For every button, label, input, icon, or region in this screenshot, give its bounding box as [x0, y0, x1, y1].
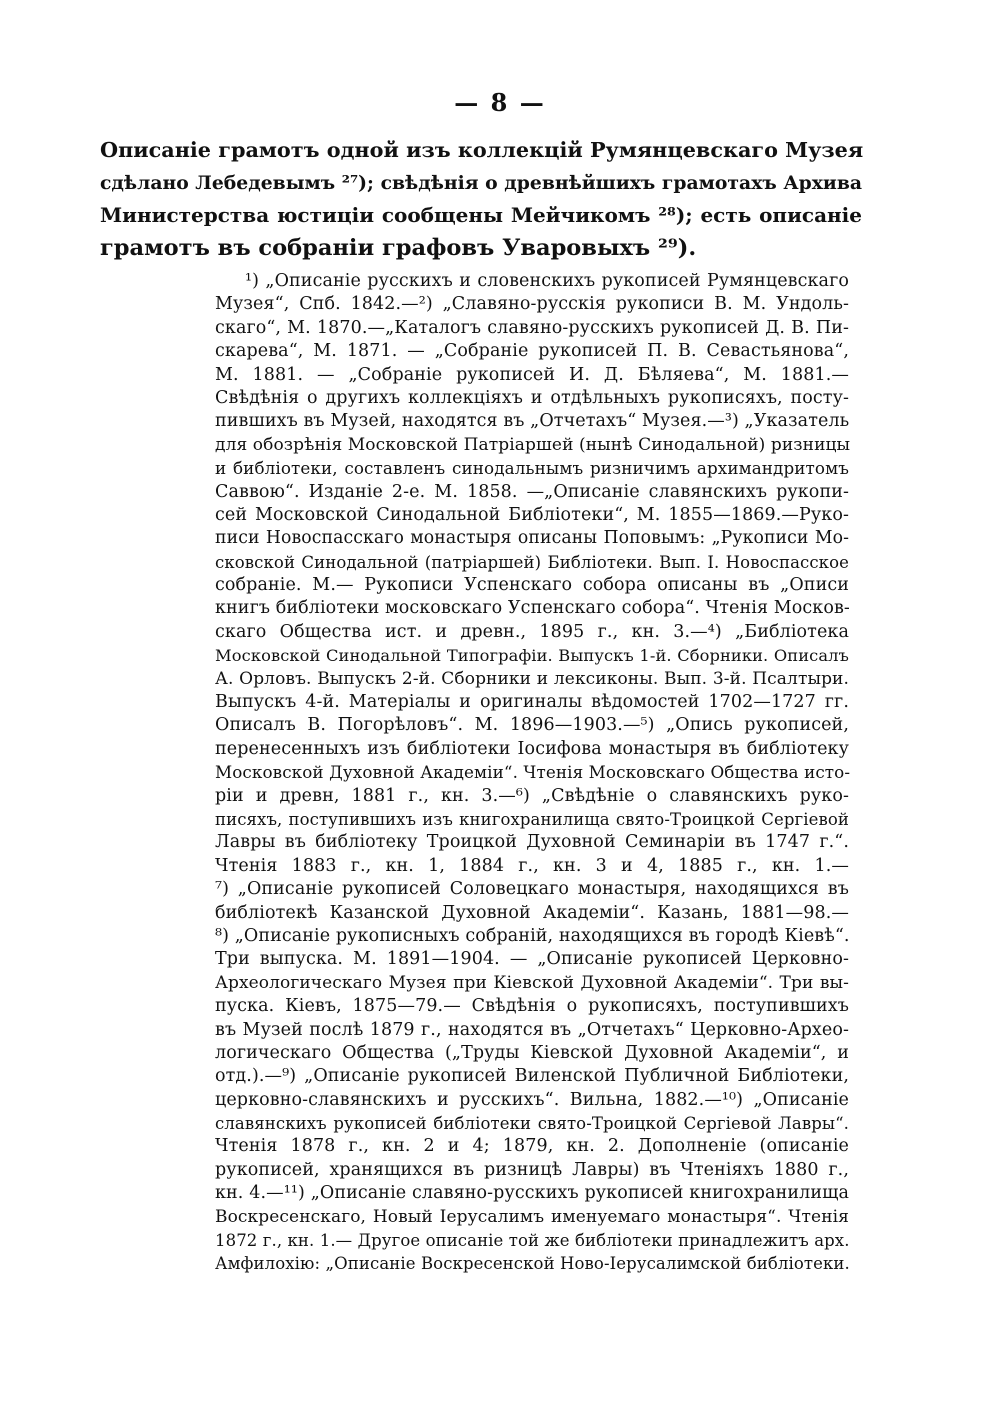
footnote-line: для обозрѣнія Московской Патріаршей (нынѣ Синодальной) ризницы — [215, 434, 851, 455]
footnote-line: Амфилохію: „Описаніе Воскресенской Ново-Іерусалимской библіотеки. — [215, 1254, 850, 1274]
footnote-line: ріи и древн, 1881 г., кн. 3.—⁶) „Свѣдѣніе о славянскихъ руко- — [215, 785, 849, 806]
footnote-line: Археологическаго Музея при Кіевской Духовной Академіи“. Три вы- — [215, 972, 849, 993]
footnote-line: библіотекѣ Казанской Духовной Академіи“. Казань, 1881—98.— — [215, 902, 849, 923]
footnote-line: пившихъ въ Музей, находятся въ „Отчетахъ“ Музея.—³) „Указатель — [215, 411, 850, 432]
footnote-line: рукописей, хранящихся въ ризницѣ Лавры) въ Чтеніяхъ 1880 г., — [215, 1159, 849, 1180]
footnote-line: скарева“, М. 1871. — „Собраніе рукописей П. В. Севастьянова“, — [215, 341, 849, 362]
page-number: — 8 — — [454, 88, 546, 117]
footnote-line: Саввою“. Изданіе 2-е. М. 1858. —„Описаніе славянскихъ рукопи- — [215, 481, 849, 502]
footnote-line: Описалъ В. Погорѣловъ“. М. 1896—1903.—⁵) „Опись рукописей, — [215, 715, 849, 736]
main-text-line: Министерства юстиціи сообщены Мейчикомъ ²⁸); есть описаніе — [100, 203, 862, 227]
footnote-line: 1872 г., кн. 1.— Другое описаніе той же библіотеки принадлежитъ арх. — [215, 1231, 850, 1251]
footnote-line: собраніе. М.— Рукописи Успенскаго собора описаны въ „Описи — [215, 575, 849, 596]
footnote-line: кн. 4.—¹¹) „Описаніе славяно-русскихъ рукописей книгохранилища — [215, 1183, 849, 1204]
footnote-line: Чтенія 1883 г., кн. 1, 1884 г., кн. 3 и 4, 1885 г., кн. 1.— — [215, 855, 849, 876]
footnote-line: ⁸) „Описаніе рукописныхъ собраній, находящихся въ городѣ Кіевѣ“. — [215, 925, 850, 946]
main-paragraph — [100, 134, 862, 264]
footnote-line: Воскресенскаго, Новый Іерусалимъ именуемаго монастыря“. Чтенія — [215, 1206, 849, 1227]
footnote-line: ⁷) „Описаніе рукописей Соловецкаго монастыря, находящихся въ — [215, 879, 849, 900]
footnote-line: Свѣдѣнія о другихъ коллекціяхъ и отдѣльныхъ рукописяхъ, посту- — [215, 387, 849, 408]
footnote-line: скаго Общества ист. и древн., 1895 г., кн. 3.—⁴) „Библіотека — [215, 621, 849, 642]
footnote-line: церковно-славянскихъ и русскихъ“. Вильна, 1882.—¹⁰) „Описаніе — [215, 1089, 849, 1110]
footnote-line: славянскихъ рукописей библіотеки свято-Троицкой Сергіевой Лавры“. — [215, 1114, 849, 1134]
footnote-line: писи Новоспасскаго монастыря описаны Поповымъ: „Рукописи Мо- — [215, 528, 849, 549]
main-text-line: Описаніе грамотъ одной изъ коллекцій Румянцевскаго Музея — [100, 138, 864, 162]
footnote-line: Три выпуска. М. 1891—1904. — „Описаніе рукописей Церковно- — [215, 949, 849, 970]
footnote-line: Лавры въ библіотеку Троицкой Духовной Семинаріи въ 1747 г.“. — [215, 832, 849, 853]
footnote-line: перенесенныхъ изъ библіотеки Іосифова монастыря въ библіотеку — [215, 738, 849, 759]
footnote-line: Выпускъ 4-й. Матеріалы и оригиналы вѣдомостей 1702—1727 гг. — [215, 692, 849, 713]
footnotes-block — [215, 270, 849, 1276]
footnote-line: книгъ библіотеки московскаго Успенскаго собора“. Чтенія Москов- — [215, 598, 850, 619]
footnote-line: отд.).—⁹) „Описаніе рукописей Виленской Публичной Библіотеки, — [215, 1066, 849, 1087]
footnote-line: М. 1881. — „Собраніе рукописей И. Д. Бѣляева“, М. 1881.— — [215, 364, 849, 385]
footnote-line: логическаго Общества („Труды Кіевской Духовной Академіи“, и — [215, 1042, 849, 1063]
footnote-line: Московской Духовной Академіи“. Чтенія Московскаго Общества исто- — [215, 762, 851, 783]
main-text-line: сдѣлано Лебедевымъ ²⁷); свѣдѣнія о древнѣйшихъ грамотахъ Архива — [100, 171, 862, 194]
footnote-line: скаго“, М. 1870.—„Каталогъ славяно-русскихъ рукописей Д. В. Пи- — [215, 317, 849, 338]
footnote-line: сей Московской Синодальной Библіотеки“, М. 1855—1869.—Руко- — [215, 504, 849, 525]
footnote-line: и библіотеки, составленъ синодальнымъ ризничимъ архимандритомъ — [215, 458, 849, 479]
footnote-line: ¹) „Описаніе русскихъ и словенскихъ рукописей Румянцевскаго — [245, 271, 849, 291]
footnote-line: пуска. Кіевъ, 1875—79.— Свѣдѣнія о рукописяхъ, поступившихъ — [215, 996, 849, 1017]
footnote-line: писяхъ, поступившихъ изъ книгохранилища свято-Троицкой Сергіевой — [215, 809, 849, 829]
main-text-line: грамотъ въ собраніи графовъ Уваровыхъ ²⁹). — [100, 234, 697, 261]
footnote-line: А. Орловъ. Выпускъ 2-й. Сборники и лексиконы. Вып. 3-й. Псалтыри. — [215, 668, 849, 689]
footnote-line: въ Музей послѣ 1879 г., находятся въ „Отчетахъ“ Церковно-Архео- — [215, 1019, 849, 1040]
footnote-line: Чтенія 1878 г., кн. 2 и 4; 1879, кн. 2. Дополненіе (описаніе — [215, 1136, 849, 1157]
footnote-line: сковской Синодальной (патріаршей) Библіотеки. Вып. I. Новоспасское — [215, 552, 849, 572]
footnote-line: Московской Синодальной Типографіи. Выпускъ 1-й. Сборники. Описалъ — [215, 646, 849, 666]
footnote-line: Музея“, Спб. 1842.—²) „Славяно-русскія рукописи В. М. Ундоль- — [215, 294, 849, 315]
